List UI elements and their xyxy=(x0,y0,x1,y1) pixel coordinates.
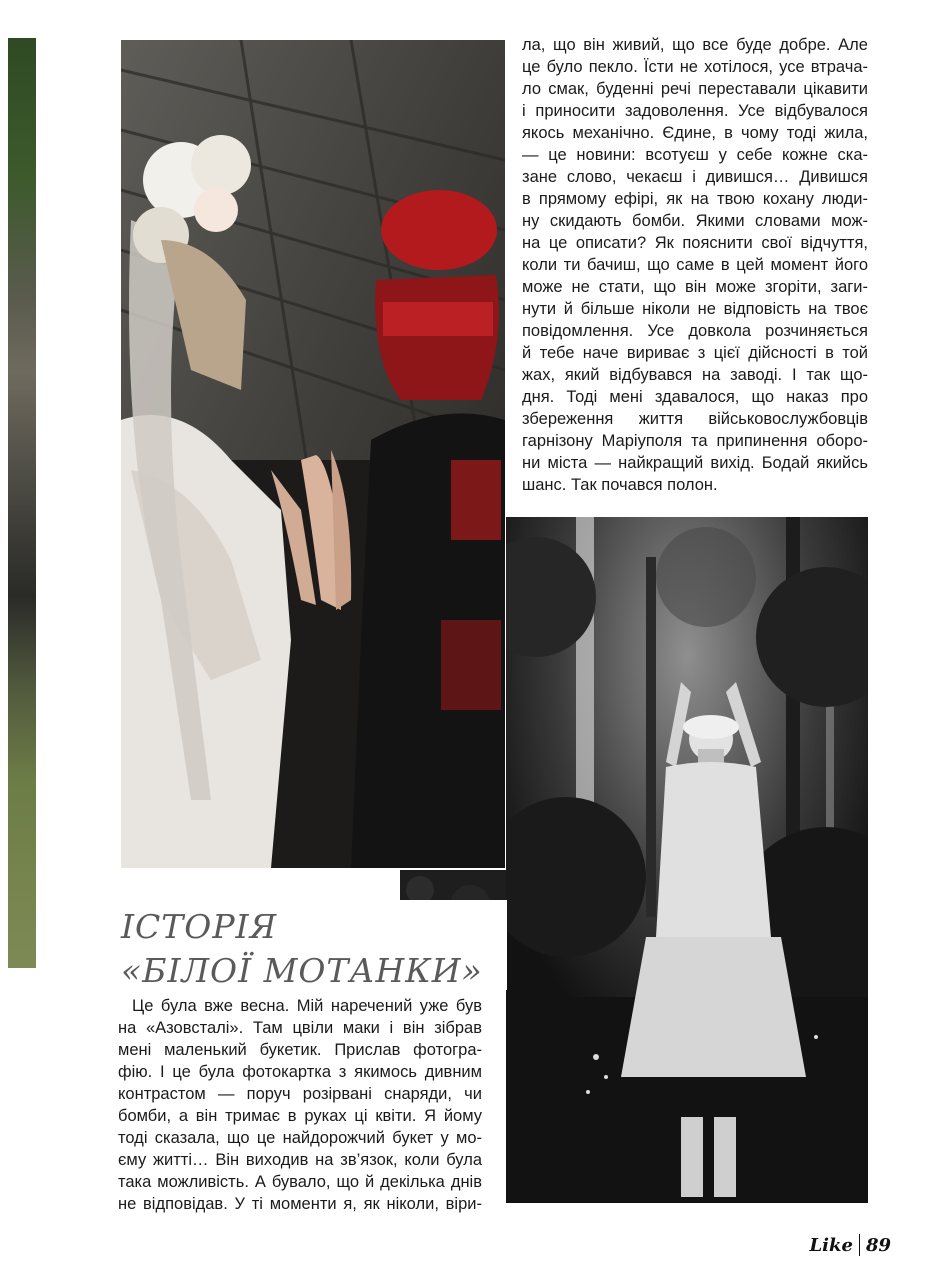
text-line: це було пекло. Їсти не хотілося, усе втрача- xyxy=(522,58,868,76)
text-line: фію. І це була фотокартка з якимось дивним xyxy=(118,1063,482,1081)
text-line: мені маленький букетик. Прислав фотогра- xyxy=(118,1041,482,1059)
forest-photo-illustration xyxy=(506,517,868,1203)
footer-divider xyxy=(859,1234,860,1256)
text-line: на це описати? Як пояснити свої відчуття, xyxy=(522,234,868,252)
text-line: не відповідав. У ті моменти я, як ніколи, віри- xyxy=(118,1195,482,1213)
text-line: й тебе наче вириває з цієї дійсності в той xyxy=(522,344,868,362)
text-line: якось механічно. Єдине, в чому тоді жила, xyxy=(522,124,868,142)
text-line: може не стати, що він може згоріти, заги- xyxy=(522,278,868,296)
text-line: і приносити задоволення. Усе відбувалося xyxy=(522,102,868,120)
adjacent-page-photo-strip xyxy=(0,38,36,968)
ritual-photo xyxy=(121,40,505,868)
page-footer xyxy=(810,1234,891,1256)
text-line: збереження життя військовослужбовців xyxy=(522,410,868,428)
text-line: така можливість. А бувало, що й декілька днів xyxy=(118,1173,482,1191)
text-line: нути й більше ніколи не відповість на твоє xyxy=(522,300,868,318)
magazine-name: Like xyxy=(809,1234,853,1256)
text-line: жах, який відбувався на заводі. І так що- xyxy=(522,366,868,384)
text-line: зане слово, чекаєш і дивишся… Дивишся xyxy=(522,168,868,186)
text-line: контрастом — поруч розірвані снаряди, чи xyxy=(118,1085,482,1103)
text-line: дня. Тоді мені здавалося, що наказ про xyxy=(522,388,868,406)
ritual-photo-illustration xyxy=(121,40,505,868)
text-line: шанс. Так почався полон. xyxy=(522,476,718,494)
right-text-column xyxy=(522,34,868,496)
text-line: гарнізону Маріуполя та припинення оборо- xyxy=(522,432,868,450)
text-line: коли ти бачиш, що саме в цей момент його xyxy=(522,256,868,274)
title-line-1: ІСТОРІЯ xyxy=(121,907,278,946)
text-line: бомби, а він тримає в руках ці квіти. Я йому xyxy=(118,1107,482,1125)
title-line-2: «БІЛОЇ МОТАНКИ» xyxy=(121,951,483,990)
article-title xyxy=(121,905,501,993)
text-line: ло смак, буденні речі переставали цікавити xyxy=(522,80,868,98)
page-number: 89 xyxy=(865,1234,891,1256)
text-line: — це новини: всотуєш у себе кожне ска- xyxy=(522,146,868,164)
text-line: в прямому ефірі, як на твою кохану люди- xyxy=(522,190,868,208)
text-line: на «Азовсталі». Там цвіли маки і він зібрав xyxy=(118,1019,482,1037)
text-line: єму житті… Він виходив на зв’язок, коли була xyxy=(118,1151,482,1169)
text-line: ну скидають бомби. Якими словами мож- xyxy=(522,212,868,230)
text-line: тоді сказала, що це найдорожчий букет у мо- xyxy=(118,1129,482,1147)
text-line: Це була вже весна. Мій наречений уже був xyxy=(132,997,482,1015)
left-text-column xyxy=(118,995,482,1215)
forest-photo xyxy=(506,517,868,1203)
text-line: ла, що він живий, що все буде добре. Але xyxy=(522,36,868,54)
text-line: повідомлення. Усе довкола розчиняється xyxy=(522,322,868,340)
text-line: ни міста — найкращий вихід. Бодай якийсь xyxy=(522,454,868,472)
